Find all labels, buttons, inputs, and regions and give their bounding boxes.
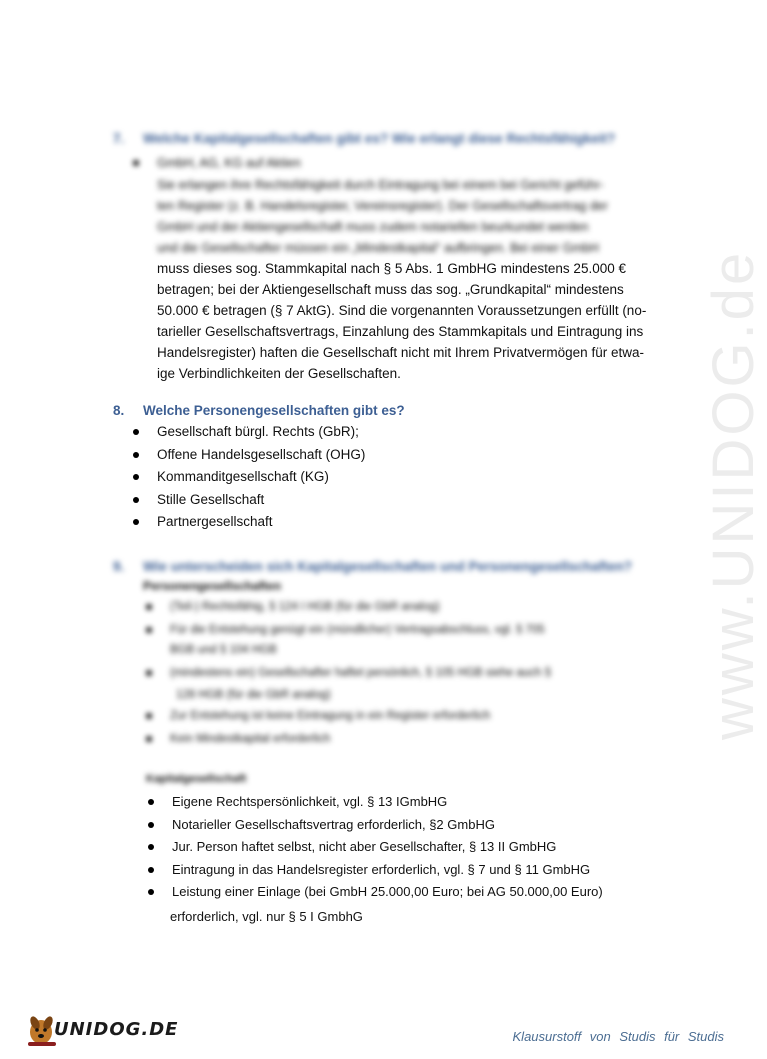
list-item-continuation: erforderlich, vgl. nur § 5 I GmbhG (170, 909, 363, 924)
paragraph-line: 50.000 € betragen (§ 7 AktG). Sind die vorgenannten Voraussetzungen erfüllt (no- (157, 303, 647, 318)
question-text: Welche Personengesellschaften gibt es? (143, 403, 405, 418)
list-item: (mindestens ein) Gesellschafter haftet persönlich, § 105 HGB siehe auch § (170, 662, 551, 684)
logo-text: UNIDOG.DE (54, 1019, 179, 1040)
list-item-continuation: BGB und § 104 HGB (170, 644, 277, 656)
question-8-title (113, 403, 405, 418)
list-item: Notarieller Gesellschaftsvertrag erforderlich, §2 GmbHG (172, 814, 495, 836)
q7-blurred-paragraph (157, 175, 608, 259)
list-item: Leistung einer Einlage (bei GmbH 25.000,00 Euro; bei AG 50.000,00 Euro) (172, 881, 603, 903)
question-7-title (113, 131, 615, 146)
q7-paragraph (157, 258, 646, 384)
paragraph-line: muss dieses sog. Stammkapital nach § 5 Abs. 1 GmbHG mindestens 25.000 € (157, 261, 626, 276)
paragraph-line: GmbH und der Aktiengesellschaft muss zudem notariellen beurkundet werden (157, 220, 589, 234)
paragraph-line: Sie erlangen ihre Rechtsfähigkeit durch Eintragung bei einem bei Gericht geführ- (157, 178, 604, 192)
watermark: www.UNIDOG.de (701, 249, 766, 740)
personen-heading: Personengesellschaften (143, 579, 282, 593)
list-item: Offene Handelsgesellschaft (OHG) (157, 444, 365, 466)
list-item: Gesellschaft bürgl. Rechts (GbR); (157, 421, 359, 443)
list-item-continuation: 128 HGB (für die GbR analog) (176, 689, 331, 701)
paragraph-line: ten Register (z. B. Handelsregister, Vereinsregister). Der Gesellschaftsvertrag der (157, 199, 608, 213)
question-text: Wie unterscheiden sich Kapitalgesellschaften und Personengesellschaften? (143, 559, 633, 574)
question-9-title (113, 559, 632, 574)
question-number: 9. (113, 559, 125, 574)
kapital-heading: Kapitalgesellschaft (146, 773, 247, 785)
list-item: Stille Gesellschaft (157, 489, 264, 511)
list-item: Kommanditgesellschaft (KG) (157, 466, 329, 488)
list-item: Eintragung in das Handelsregister erforderlich, vgl. § 7 und § 11 GmbHG (172, 859, 590, 881)
question-number: 8. (113, 403, 125, 418)
list-item: Kein Mindestkapital erforderlich (170, 728, 330, 750)
paragraph-line: Handelsregister) haften die Gesellschaft nicht mit Ihrem Privatvermögen für etwa- (157, 345, 644, 360)
paragraph-line: tarieller Gesellschaftsvertrags, Einzahlung des Stammkapitals und Eintragung ins (157, 324, 644, 339)
question-text: Welche Kapitalgesellschaften gibt es? Wie erlangt diese Rechtsfähigkeit? (143, 131, 616, 146)
list-item: Zur Entstehung ist keine Eintragung in ein Register erforderlich (170, 705, 490, 727)
question-number: 7. (113, 131, 125, 146)
list-item: (Teil-) Rechtsfähig, § 124 I HGB (für die GbR analog) (170, 596, 440, 618)
list-item: Partnergesellschaft (157, 511, 273, 533)
paragraph-line: betragen; bei der Aktiengesellschaft muss das sog. „Grundkapital“ mindestens (157, 282, 624, 297)
q7-bullet: GmbH, AG, KG auf Aktien (157, 152, 301, 174)
list-item: Für die Entstehung genügt ein (mündlicher) Vertragsabschluss, vgl. § 705 (170, 619, 545, 641)
paragraph-line: ige Verbindlichkeiten der Gesellschaften. (157, 366, 401, 381)
list-item: Jur. Person haftet selbst, nicht aber Gesellschafter, § 13 II GmbHG (172, 836, 556, 858)
list-item: Eigene Rechtspersönlichkeit, vgl. § 13 IGmbHG (172, 791, 447, 813)
footer-tagline: Klausurstoff von Studis für Studis (512, 1029, 724, 1044)
paragraph-line: und die Gesellschafter müssen ein „Mindestkapital“ aufbringen. Bei einer GmbH (157, 241, 599, 255)
